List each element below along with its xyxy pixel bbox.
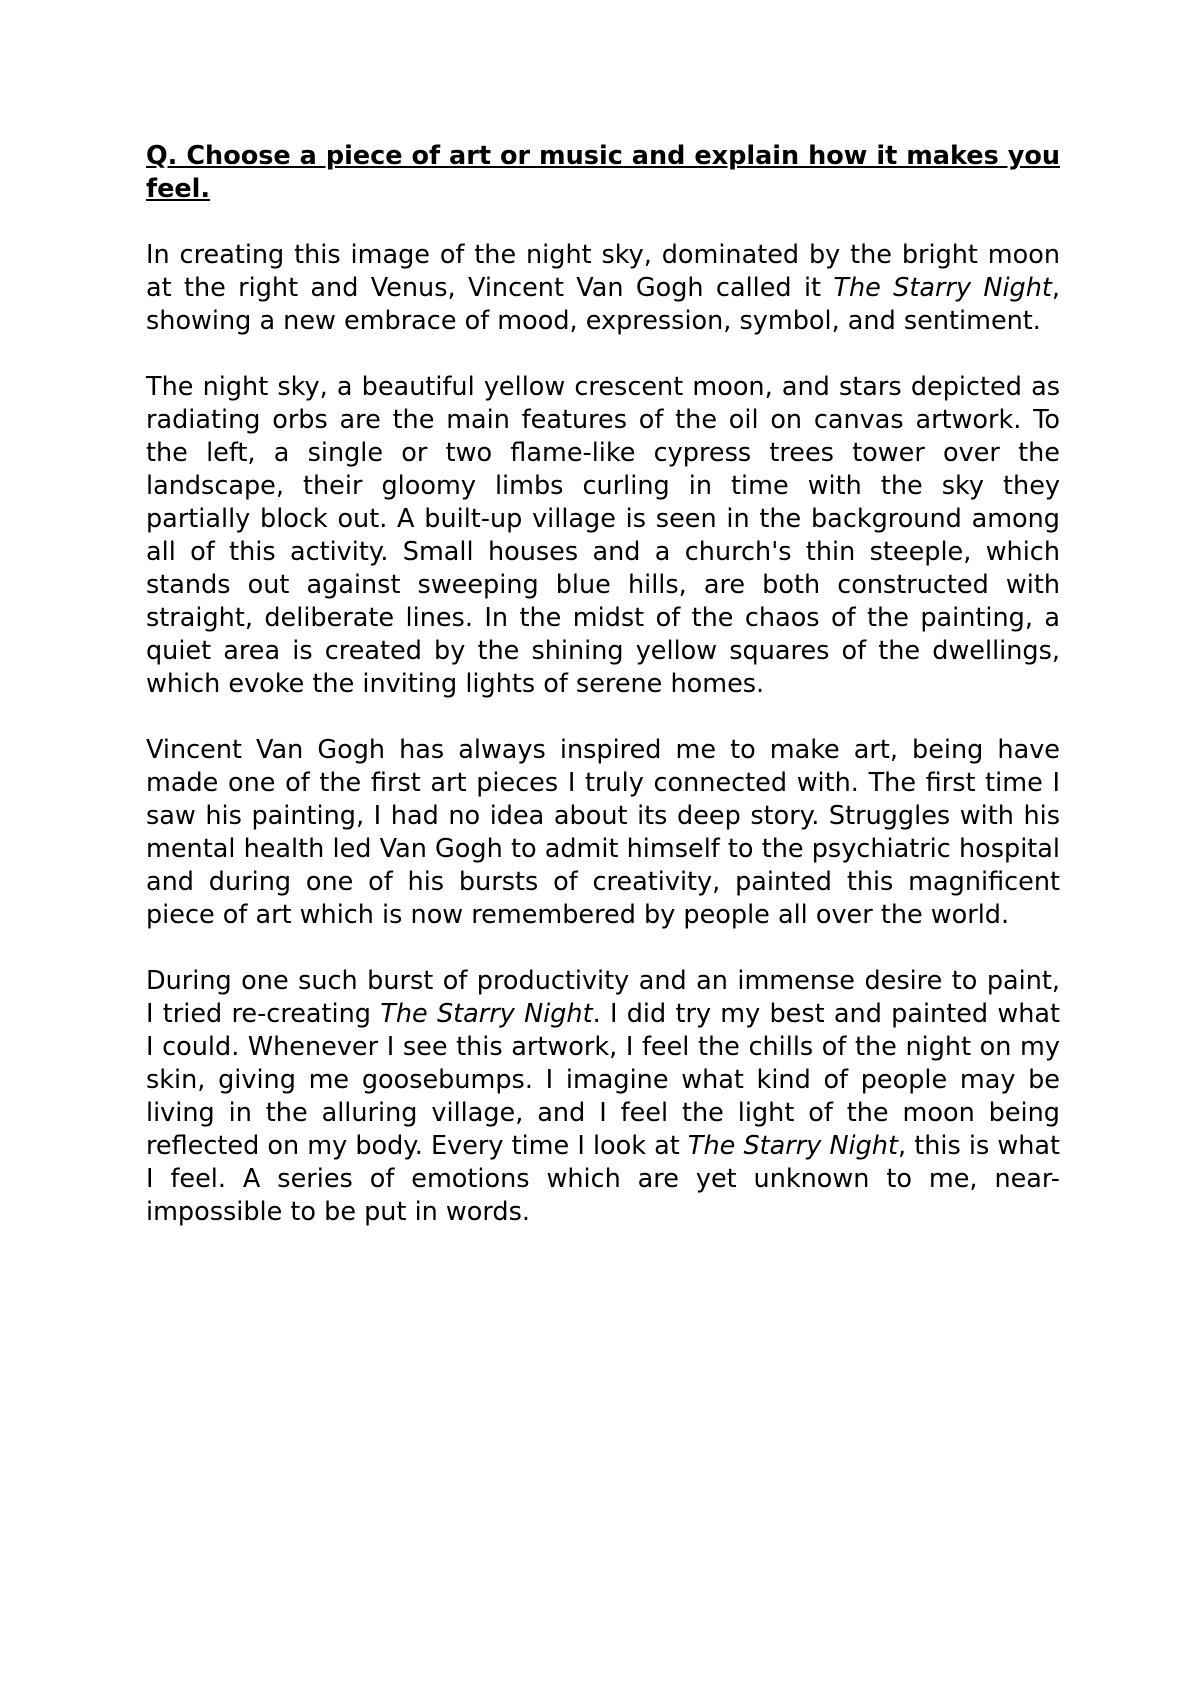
artwork-title: The Starry Night [380,999,593,1029]
paragraph-3: Vincent Van Gogh has always inspired me to make art, being have made one of the first art pieces I truly connected with. The first time I saw his painting, I had no idea about its deep story. Struggles with his mental health led Van Gogh to admit himself to the psychiatric hospital and during one of his bursts of creativity, painted this magnificent piece of art which is now remembered by people all over the world. [146,735,1060,930]
artwork-title: The Starry Night [687,1131,898,1161]
paragraph-1-text-b: , showing a new embrace of mood, expression, symbol, and sentiment. [146,273,1060,336]
essay-question: Q. Choose a piece of art or music and explain how it makes you feel. [146,141,1060,204]
paragraph-1 [146,239,1060,338]
paragraph-4-text-a: During one such burst of productivity and an immense desire to paint, I tried re-creating [146,966,1060,1029]
paragraph-4-text-c: , this is what I feel. A series of emotions which are yet unknown to me, near-impossible to be put in words. [146,1131,1060,1227]
paragraph-2: The night sky, a beautiful yellow crescent moon, and stars depicted as radiating orbs are the main features of the oil on canvas artwork. To the left, a single or two flame-like cypress trees tower over the landscape, their gloomy limbs curling in time with the sky they partially block out. A built-up village is seen in the background among all of this activity. Small houses and a church's thin steeple, which stands out against sweeping blue hills, are both constructed with straight, deliberate lines. In the midst of the chaos of the painting, a quiet area is created by the shining yellow squares of the dwellings, which evoke the inviting lights of serene homes. [146,372,1060,699]
paragraph-1-text-a: In creating this image of the night sky, dominated by the bright moon at the right and Venus, Vincent Van Gogh called it [146,240,1060,303]
document-page [146,140,1060,1262]
artwork-title: The Starry Night [833,273,1052,303]
paragraph-4 [146,965,1060,1229]
paragraph-4-text-b: . I did try my best and painted what I could. Whenever I see this artwork, I feel the chills of the night on my skin, giving me goosebumps. I imagine what kind of people may be living in the alluring village, and I feel the light of the moon being reflected on my body. Every time I look at [146,999,1060,1161]
